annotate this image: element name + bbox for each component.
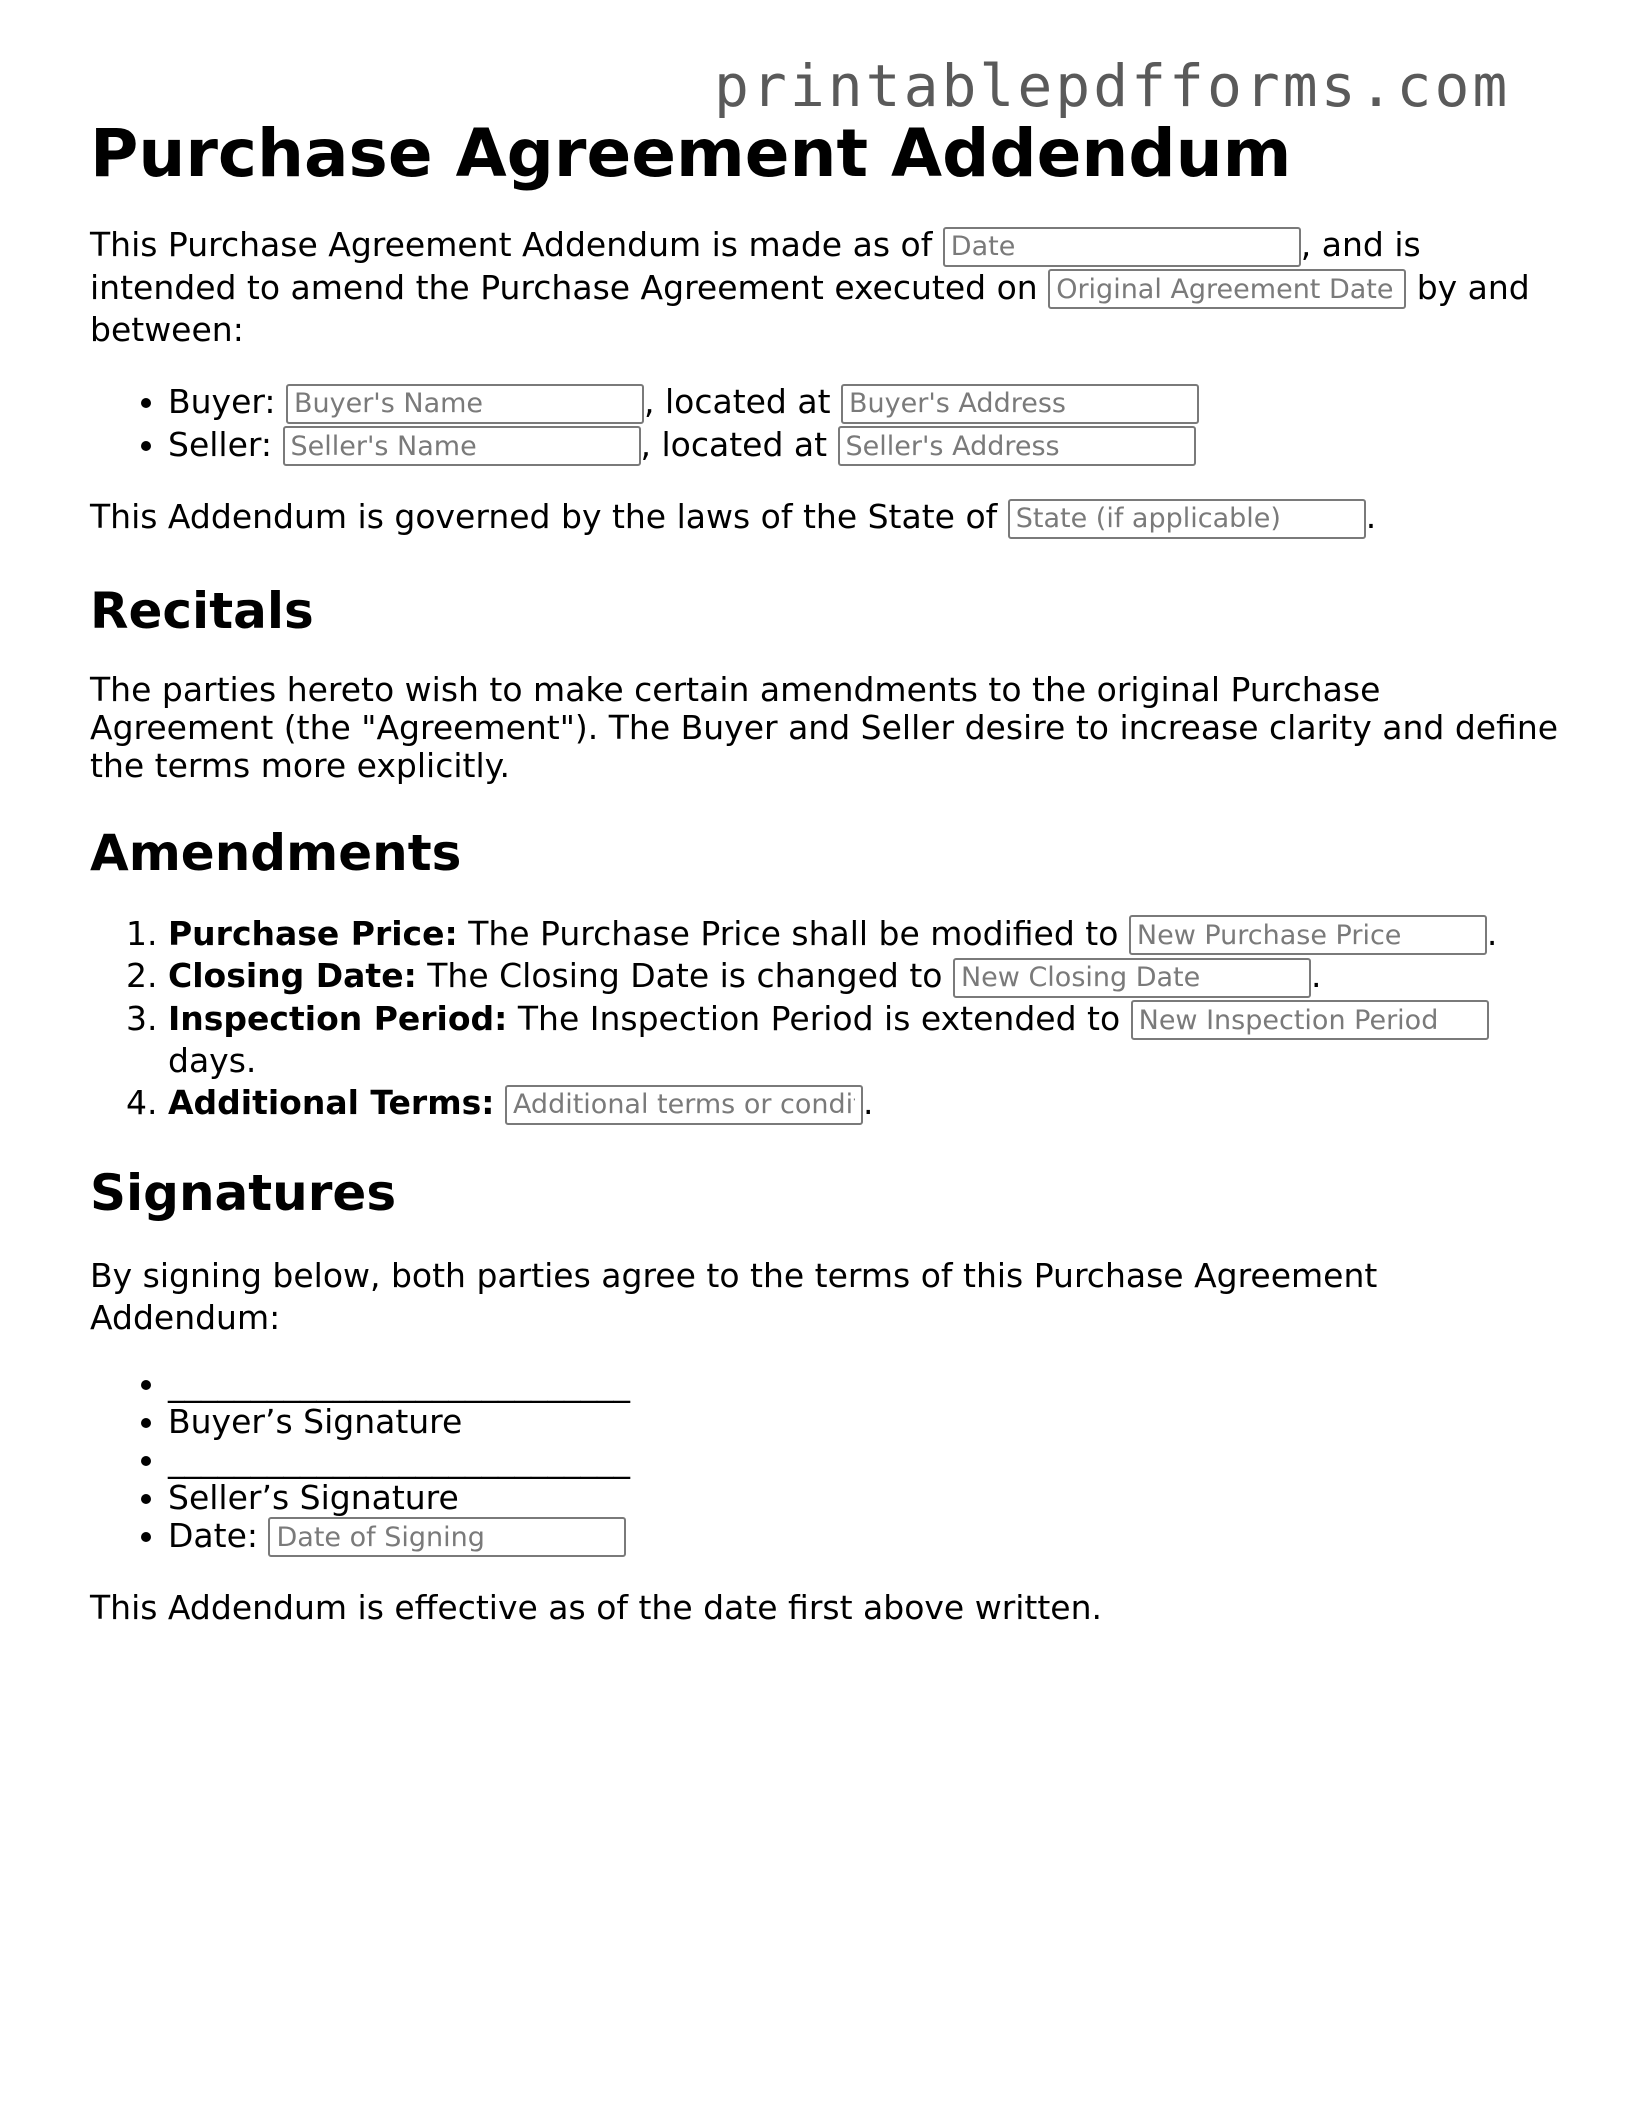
located-at-text: , located at bbox=[640, 424, 838, 464]
amendments-list bbox=[90, 913, 1560, 1125]
signatures-heading: Signatures bbox=[90, 1163, 397, 1222]
date-of-signing-input[interactable] bbox=[268, 1517, 626, 1557]
recitals-heading: Recitals bbox=[90, 581, 314, 640]
amendment-text: The Inspection Period is extended to bbox=[507, 998, 1131, 1038]
new-inspection-period-input[interactable] bbox=[1131, 1000, 1489, 1040]
amendment-closing-date bbox=[168, 955, 1560, 998]
intro-paragraph bbox=[90, 224, 1560, 351]
amendments-heading: Amendments bbox=[90, 823, 462, 882]
signatures-intro: By signing below, both parties agree to the terms of this Purchase Agreement Addendum: bbox=[90, 1255, 1378, 1337]
amendment-label: Purchase Price: bbox=[168, 913, 458, 953]
amendment-end: days. bbox=[168, 1041, 257, 1080]
buyer-signature-label: • Buyer’s Signature bbox=[168, 1403, 1560, 1441]
governed-text: This Addendum is governed by the laws of the State of bbox=[90, 497, 1008, 536]
amendment-end: . bbox=[862, 1083, 874, 1122]
signatures-list bbox=[90, 1365, 1560, 1558]
seller-item bbox=[168, 424, 1560, 467]
buyer-item bbox=[168, 381, 1560, 424]
seller-address-input[interactable] bbox=[838, 426, 1196, 466]
seller-signature-label: • Seller’s Signature bbox=[168, 1479, 1560, 1517]
intro-text-3: by and between: bbox=[90, 267, 1530, 349]
intro-text-1: This Purchase Agreement Addendum is made as of bbox=[90, 225, 943, 264]
original-agreement-date-input[interactable] bbox=[1048, 269, 1406, 309]
seller-label: Seller: bbox=[168, 424, 283, 464]
date-input[interactable] bbox=[943, 227, 1301, 267]
governed-end: . bbox=[1365, 497, 1377, 536]
buyer-signature-line: • ____________________________ bbox=[168, 1365, 1560, 1403]
parties-list bbox=[90, 381, 1560, 466]
buyer-address-input[interactable] bbox=[841, 384, 1199, 424]
governed-paragraph bbox=[90, 496, 1560, 539]
amendment-text bbox=[494, 1083, 505, 1122]
amendment-label: Inspection Period: bbox=[168, 998, 508, 1038]
document-page bbox=[90, 108, 1560, 1629]
buyer-label: Buyer: bbox=[168, 382, 286, 421]
located-at-text: , located at bbox=[643, 382, 842, 421]
new-closing-date-input[interactable] bbox=[953, 958, 1311, 998]
buyer-name-input[interactable] bbox=[286, 384, 644, 424]
new-purchase-price-input[interactable] bbox=[1129, 915, 1487, 955]
amendment-end: . bbox=[1486, 913, 1498, 953]
amendment-inspection-period bbox=[168, 998, 1560, 1083]
watermark: printablepdfforms.com bbox=[714, 52, 1511, 120]
signing-date-item bbox=[168, 1517, 1560, 1558]
amendment-text: The Purchase Price shall be modified to bbox=[457, 913, 1129, 953]
seller-name-input[interactable] bbox=[283, 426, 641, 466]
amendment-purchase-price bbox=[168, 913, 1560, 956]
page-title: Purchase Agreement Addendum bbox=[90, 115, 1292, 192]
recitals-paragraph: The parties hereto wish to make certain amendments to the original Purchase Agreement (the "Agreement"). The Buyer and Seller desire to increase clarity and define the terms more explicitly. bbox=[90, 669, 1559, 785]
amendment-end: . bbox=[1310, 956, 1322, 995]
intro-text-2: , and is intended to amend the Purchase Agreement executed on bbox=[90, 225, 1421, 307]
amendment-label: Closing Date: bbox=[168, 956, 417, 995]
effective-paragraph: This Addendum is effective as of the date first above written. bbox=[90, 1588, 1103, 1627]
state-input[interactable] bbox=[1008, 499, 1366, 539]
amendment-text: The Closing Date is changed to bbox=[416, 956, 953, 995]
date-label: Date: bbox=[168, 1515, 269, 1555]
amendment-additional-terms bbox=[168, 1082, 1560, 1125]
amendment-label: Additional Terms: bbox=[168, 1083, 495, 1122]
additional-terms-input[interactable] bbox=[505, 1085, 863, 1125]
seller-signature-line: • ____________________________ bbox=[168, 1441, 1560, 1479]
